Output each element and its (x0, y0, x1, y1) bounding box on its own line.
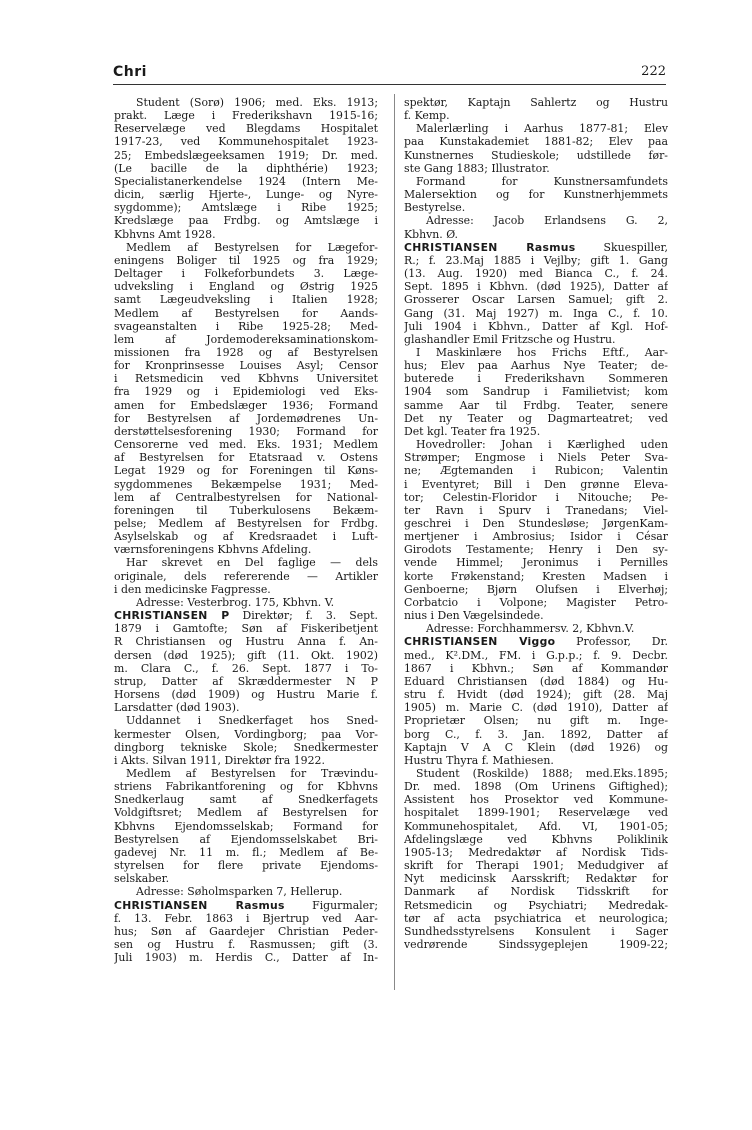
text-line (404, 228, 668, 241)
text-line (404, 175, 668, 188)
line-text: f. Kemp. (404, 109, 450, 123)
text-line (404, 846, 668, 859)
text-line (404, 872, 668, 885)
text-line (114, 741, 378, 754)
text-line (404, 293, 668, 306)
line-text: stru f. Hvidt (død 1924); gift (28. Maj (404, 688, 668, 702)
text-line (404, 399, 668, 412)
line-text: foreningen til Tuberkulosens Bekæm- (114, 503, 378, 517)
line-text: Hovedroller: Johan i Kærlighed uden (416, 438, 668, 452)
text-line (114, 412, 378, 425)
line-text: Danmark af Nordisk Tidsskrift for (404, 885, 668, 899)
line-text: samme Aar til Frdbg. Teater, senere (404, 398, 668, 412)
text-line (404, 96, 668, 109)
text-line (114, 109, 378, 122)
line-text: R.; f. 23.Maj 1885 i Vejlby; gift 1. Gang (404, 253, 668, 267)
line-text: 1867 i Kbhvn.; Søn af Kommandør (404, 661, 668, 675)
text-line (404, 780, 668, 793)
text-line (404, 359, 668, 372)
text-line (404, 280, 668, 293)
text-line (114, 728, 378, 741)
text-line (114, 451, 378, 464)
line-text: Bestyrelse. (404, 201, 466, 215)
line-text: Formand for Kunstnersamfundets (416, 174, 668, 188)
text-line (404, 438, 668, 451)
text-line (404, 385, 668, 398)
text-line (404, 609, 668, 622)
line-text: Kommunehospitalet, Afd. VI, 1901-05; (404, 819, 668, 833)
line-text: i Akts. Silvan 1911, Direktør fra 1922. (114, 753, 325, 767)
text-line (404, 254, 668, 267)
text-line (114, 267, 378, 280)
text-line (114, 425, 378, 438)
text-line (114, 201, 378, 214)
line-text: Strømper; Engmose i Niels Peter Sva- (404, 451, 668, 465)
line-text: Medlem af Bestyrelsen for Trævindu- (126, 766, 378, 780)
line-text: samt Lægeudveksling i Italien 1928; (114, 293, 378, 307)
text-line (114, 399, 378, 412)
line-text: 25; Embedslægeeksamen 1919; Dr. med. (114, 148, 378, 162)
text-line (404, 583, 668, 596)
line-text: borg C., f. 3. Jan. 1892, Datter af (404, 727, 668, 741)
text-line (114, 635, 378, 648)
line-text: Direktør; f. 3. Sept. (229, 609, 378, 623)
line-text: 1917-23, ved Kommunehospitalet 1923- (114, 135, 378, 149)
line-text: Corbatcio i Volpone; Magister Petro- (404, 595, 668, 609)
line-text: striens Fabrikantforening og for Kbhvns (114, 780, 378, 794)
line-text: I Maskinlære hos Frichs Eftf., Aar- (416, 345, 668, 359)
line-text: Adresse: Søholmsparken 7, Hellerup. (136, 885, 343, 899)
line-text: Nyt medicinsk Aarsskrift; Redaktør for (404, 872, 668, 886)
line-text: Horsens (død 1909) og Hustru Marie f. (114, 688, 378, 702)
line-text: fra 1929 og i Epidemiologi ved Eks- (114, 385, 378, 399)
line-text: prakt. Læge i Frederikshavn 1915-16; (114, 109, 378, 123)
entry-name: CHRISTIANSEN P (114, 609, 230, 623)
text-line (114, 543, 378, 556)
line-text: 1879 i Gamtofte; Søn af Fiskeribetjent (114, 622, 378, 636)
left-column (114, 96, 378, 964)
line-text: Adresse: Jacob Erlandsens G. 2, (426, 214, 668, 228)
text-line (404, 701, 668, 714)
text-line (114, 530, 378, 543)
entry-name: CHRISTIANSEN Rasmus (404, 240, 576, 254)
line-text: i Retsmedicin ved Kbhvns Universitet (114, 372, 378, 386)
text-line (114, 359, 378, 372)
line-text: glashandler Emil Fritzsche og Hustru. (404, 332, 616, 346)
line-text: lem af Centralbestyrelsen for National- (114, 490, 378, 504)
line-text: (13. Aug. 1920) med Bianca C., f. 24. (404, 267, 668, 281)
line-text: Eduard Christiansen (død 1884) og Hu- (404, 674, 668, 688)
text-line (404, 899, 668, 912)
text-line (404, 162, 668, 175)
text-line (404, 662, 668, 675)
line-text: Malerlærling i Aarhus 1877-81; Elev (416, 122, 668, 136)
line-text: Grosserer Oscar Larsen Samuel; gift 2. (404, 293, 668, 307)
line-text: ter Ravn i Spurv i Tranedans; Viel- (404, 503, 668, 517)
line-text: selskaber. (114, 872, 170, 886)
text-line (404, 820, 668, 833)
line-text: strup, Datter af Skræddermester N P (114, 674, 378, 688)
text-line (404, 912, 668, 925)
text-line (404, 833, 668, 846)
text-line (404, 596, 668, 609)
line-text: Kbhvns Amt 1928. (114, 227, 216, 241)
line-text: kermester Olsen, Vordingborg; paa Vor- (114, 727, 378, 741)
line-text: mertjener i Ambrosius; Isidor i César (404, 530, 668, 544)
line-text: Snedkerlaug samt af Snedkerfagets (114, 793, 378, 807)
line-text: Adresse: Forchhammersv. 2, Kbhvn.V. (426, 622, 635, 636)
text-line (114, 464, 378, 477)
text-line (114, 938, 378, 951)
line-text: Legat 1929 og for Foreningen til Køns- (114, 464, 378, 478)
text-line (404, 307, 668, 320)
line-text: f. 13. Febr. 1863 i Bjertrup ved Aar- (114, 911, 378, 925)
text-line (114, 254, 378, 267)
line-text: pelse; Medlem af Bestyrelsen for Frdbg. (114, 517, 378, 530)
line-text: hus; Elev paa Aarhus Nye Teater; de- (404, 359, 668, 373)
line-text: eningens Boliger til 1925 og fra 1929; (114, 253, 378, 267)
line-text: Deltager i Folkeforbundets 3. Læge- (114, 267, 378, 281)
line-text: ne; Ægtemanden i Rubicon; Valentin (404, 464, 668, 478)
line-text: Adresse: Vesterbrog. 175, Kbhvn. V. (136, 595, 335, 609)
text-line (114, 754, 378, 767)
line-text: tor; Celestin-Floridor i Nitouche; Pe- (404, 490, 668, 504)
line-text: Figurmaler; (284, 898, 378, 912)
text-line (114, 175, 378, 188)
line-text: Skuespiller, (575, 240, 668, 254)
text-line (404, 714, 668, 727)
line-text: Bestyrelsen af Ejendomsselskabet Bri- (114, 832, 378, 846)
text-line (114, 662, 378, 675)
text-line (404, 543, 668, 556)
line-text: sygdommenes Bekæmpelse 1931; Med- (114, 477, 378, 491)
line-text: 1904 som Sandrup i Familietvist; kom (404, 385, 668, 399)
text-line (114, 280, 378, 293)
text-line (114, 596, 378, 609)
text-line (404, 649, 668, 662)
text-line (404, 267, 668, 280)
line-text: Proprietær Olsen; nu gift m. Inge- (404, 714, 668, 728)
text-line (114, 122, 378, 135)
page-number: 222 (641, 64, 666, 79)
text-line (404, 885, 668, 898)
text-line (114, 372, 378, 385)
line-text: lem af Jordemodereksaminationskom- (114, 332, 378, 346)
text-line (114, 293, 378, 306)
line-text: i Eventyret; Bill i Den grønne Eleva- (404, 477, 668, 491)
text-line (404, 122, 668, 135)
text-line (114, 912, 378, 925)
line-text: paa Kunstakademiet 1881-82; Elev paa (404, 135, 668, 149)
text-line (114, 320, 378, 333)
line-text: sen og Hustru f. Rasmussen; gift (3. (114, 938, 378, 951)
line-text: spektør, Kaptajn Sahlertz og Hustru (404, 96, 668, 109)
line-text: 1905) m. Marie C. (død 1910), Datter af (404, 701, 668, 715)
line-text: Dr. med. 1898 (Om Urinens Giftighed); (404, 780, 668, 794)
line-text: m. Clara C., f. 26. Sept. 1877 i To- (114, 661, 378, 675)
text-line (404, 188, 668, 201)
line-text: dingborg tekniske Skole; Snedkermester (114, 740, 378, 754)
text-line (404, 806, 668, 819)
running-header (113, 62, 666, 85)
text-line (114, 806, 378, 819)
text-line (114, 228, 378, 241)
line-text: Retsmedicin og Psychiatri; Medredak- (404, 898, 668, 912)
text-line (404, 517, 668, 530)
text-line (404, 556, 668, 569)
text-line (114, 556, 378, 569)
text-line (114, 188, 378, 201)
line-text: Student (Sorø) 1906; med. Eks. 1913; (136, 96, 378, 109)
text-line (114, 701, 378, 714)
text-line (114, 517, 378, 530)
text-line (114, 346, 378, 359)
text-line (404, 491, 668, 504)
text-line (114, 846, 378, 859)
entry-heading-line (114, 609, 378, 622)
line-text: Larsdatter (død 1903). (114, 701, 240, 715)
text-line (114, 820, 378, 833)
text-line (114, 583, 378, 596)
line-text: Malersektion og for Kunstnerhjemmets (404, 188, 668, 202)
line-text: svageanstalten i Ribe 1925-28; Med- (114, 319, 378, 333)
text-line (114, 688, 378, 701)
line-text: Assistent hos Prosektor ved Kommune- (404, 793, 668, 807)
entry-heading-line (404, 241, 668, 254)
text-line (404, 675, 668, 688)
text-line (404, 925, 668, 938)
text-line (404, 754, 668, 767)
line-text: Juli 1904 i Kbhvn., Datter af Kgl. Hof- (404, 319, 668, 333)
text-line (114, 793, 378, 806)
line-text: Gang (31. Maj 1927) m. Inga C., f. 10. (404, 306, 668, 320)
right-column (404, 96, 668, 951)
text-line (404, 570, 668, 583)
entry-name: CHRISTIANSEN Rasmus (114, 898, 285, 912)
text-line (404, 149, 668, 162)
line-text: styrelsen for flere private Ejendoms- (114, 859, 378, 873)
text-line (404, 767, 668, 780)
line-text: nius i Den Vægelsindede. (404, 609, 544, 623)
line-text: Genboerne; Bjørn Olufsen i Elverhøj; (404, 582, 668, 596)
line-text: dicin, særlig Hjerte-, Lunge- og Nyre- (114, 188, 378, 202)
line-text: Girodots Testamente; Henry i Den sy- (404, 543, 668, 557)
text-line (404, 333, 668, 346)
text-line (114, 162, 378, 175)
line-text: Kunstnernes Studieskole; udstillede før- (404, 148, 668, 162)
text-line (404, 425, 668, 438)
line-text: Uddannet i Snedkerfaget hos Sned- (126, 714, 378, 728)
line-text: missionen fra 1928 og af Bestyrelsen (114, 345, 378, 359)
text-line (114, 780, 378, 793)
line-text: tør af acta psychiatrica et neurologica; (404, 911, 668, 925)
text-line (404, 504, 668, 517)
line-text: med., K².DM., FM. i G.p.p.; f. 9. Decbr. (404, 648, 668, 662)
line-text: for Bestyrelsen af Jordemødrenes Un- (114, 411, 378, 425)
text-line (114, 333, 378, 346)
line-text: udveksling i England og Østrig 1925 (114, 280, 378, 294)
line-text: Har skrevet en Del faglige — dels (126, 556, 378, 570)
line-text: Specialistanerkendelse 1924 (Intern Me- (114, 174, 378, 188)
line-text: amen for Embedslæger 1936; Formand (114, 398, 378, 412)
line-text: Det ny Teater og Dagmarteatret; ved (404, 411, 668, 425)
text-line (114, 951, 378, 964)
running-head: Chri (113, 64, 147, 80)
line-text: (Le bacille de la diphthérie) 1923; (114, 161, 378, 175)
entry-heading-line (114, 899, 378, 912)
line-text: Asylselskab og af Kredsraadet i Luft- (114, 530, 378, 544)
text-line (114, 149, 378, 162)
text-line (114, 885, 378, 898)
text-line (114, 833, 378, 846)
text-line (114, 491, 378, 504)
text-line (404, 372, 668, 385)
text-line (114, 925, 378, 938)
text-line (114, 478, 378, 491)
text-line (114, 649, 378, 662)
line-text: for Kronprinsesse Louises Asyl; Censor (114, 359, 378, 373)
text-line (404, 688, 668, 701)
text-line (404, 320, 668, 333)
text-line (404, 622, 668, 635)
text-line (404, 451, 668, 464)
line-text: Hustru Thyra f. Mathiesen. (404, 753, 554, 767)
text-line (114, 504, 378, 517)
text-line (404, 135, 668, 148)
text-line (404, 859, 668, 872)
line-text: Det kgl. Teater fra 1925. (404, 424, 541, 438)
line-text: hospitalet 1899-1901; Reservelæge ved (404, 806, 668, 820)
text-line (114, 767, 378, 780)
line-text: Kaptajn V A C Klein (død 1926) og (404, 740, 668, 754)
line-text: 1905-13; Medredaktør af Nordisk Tids- (404, 845, 668, 859)
line-text: ste Gang 1883; Illustrator. (404, 161, 550, 175)
text-line (114, 135, 378, 148)
text-line (404, 741, 668, 754)
line-text: geschrei i Den Stundesløse; JørgenKam- (404, 517, 668, 530)
text-line (114, 385, 378, 398)
text-line (114, 872, 378, 885)
line-text: dersen (død 1925); gift (11. Okt. 1902) (114, 648, 378, 662)
entry-heading-line (404, 635, 668, 648)
text-line (114, 714, 378, 727)
text-line (404, 728, 668, 741)
line-text: Juli 1903) m. Herdis C., Datter af In- (114, 951, 378, 965)
line-text: skrift for Therapi 1901; Medudgiver af (404, 859, 668, 873)
text-line (114, 622, 378, 635)
text-line (114, 307, 378, 320)
line-text: Medlem af Bestyrelsen for Lægefor- (126, 240, 378, 254)
text-line (404, 530, 668, 543)
text-line (404, 478, 668, 491)
line-text: originale, dels refererende — Artikler (114, 569, 378, 583)
line-text: derstøttelsesforening 1930; Formand for (114, 424, 378, 438)
line-text: Sept. 1895 i Kbhvn. (død 1925), Datter af (404, 280, 668, 294)
line-text: i den medicinske Fagpresse. (114, 582, 271, 596)
text-line (404, 214, 668, 227)
text-line (404, 938, 668, 951)
text-line (114, 675, 378, 688)
column-divider (394, 94, 395, 990)
line-text: gadevej Nr. 11 m. fl.; Medlem af Be- (114, 845, 378, 859)
text-line (404, 793, 668, 806)
line-text: vende Himmel; Jeronimus i Pernilles (404, 556, 668, 570)
entry-name: CHRISTIANSEN Viggo (404, 635, 556, 649)
line-text: Kbhvn. Ø. (404, 227, 458, 241)
text-line (114, 96, 378, 109)
line-text: Medlem af Bestyrelsen for Aands- (114, 306, 378, 320)
line-text: Voldgiftsret; Medlem af Bestyrelsen for (114, 806, 378, 820)
text-line (404, 412, 668, 425)
line-text: buterede i Frederikshavn Sommeren (404, 372, 668, 386)
text-line (114, 241, 378, 254)
line-text: vedrørende Sindssygeplejen 1909-22; (404, 938, 668, 951)
line-text: Kbhvns Ejendomsselskab; Formand for (114, 819, 378, 833)
text-line (404, 109, 668, 122)
text-line (114, 859, 378, 872)
line-text: sygdomme); Amtslæge i Ribe 1925; (114, 201, 378, 215)
line-text: Afdelingslæge ved Kbhvns Poliklinik (404, 832, 668, 846)
line-text: Censorerne ved med. Eks. 1931; Medlem (114, 438, 378, 452)
line-text: værnsforeningens Kbhvns Afdeling. (114, 543, 312, 557)
text-line (114, 438, 378, 451)
line-text: R Christiansen og Hustru Anna f. An- (114, 635, 378, 649)
text-line (114, 214, 378, 227)
line-text: korte Frøkenstand; Kresten Madsen i (404, 569, 668, 583)
line-text: Kredslæge paa Frdbg. og Amtslæge i (114, 214, 378, 228)
line-text: af Bestyrelsen for Etatsraad v. Ostens (114, 451, 378, 465)
text-line (404, 201, 668, 214)
line-text: Sundhedsstyrelsens Konsulent i Sager (404, 924, 668, 938)
line-text: Professor, Dr. (555, 635, 668, 649)
text-line (114, 570, 378, 583)
text-line (404, 346, 668, 359)
line-text: Student (Roskilde) 1888; med.Eks.1895; (416, 766, 668, 780)
line-text: hus; Søn af Gaardejer Christian Peder- (114, 924, 378, 938)
line-text: Reservelæge ved Blegdams Hospitalet (114, 122, 378, 136)
text-line (404, 464, 668, 477)
